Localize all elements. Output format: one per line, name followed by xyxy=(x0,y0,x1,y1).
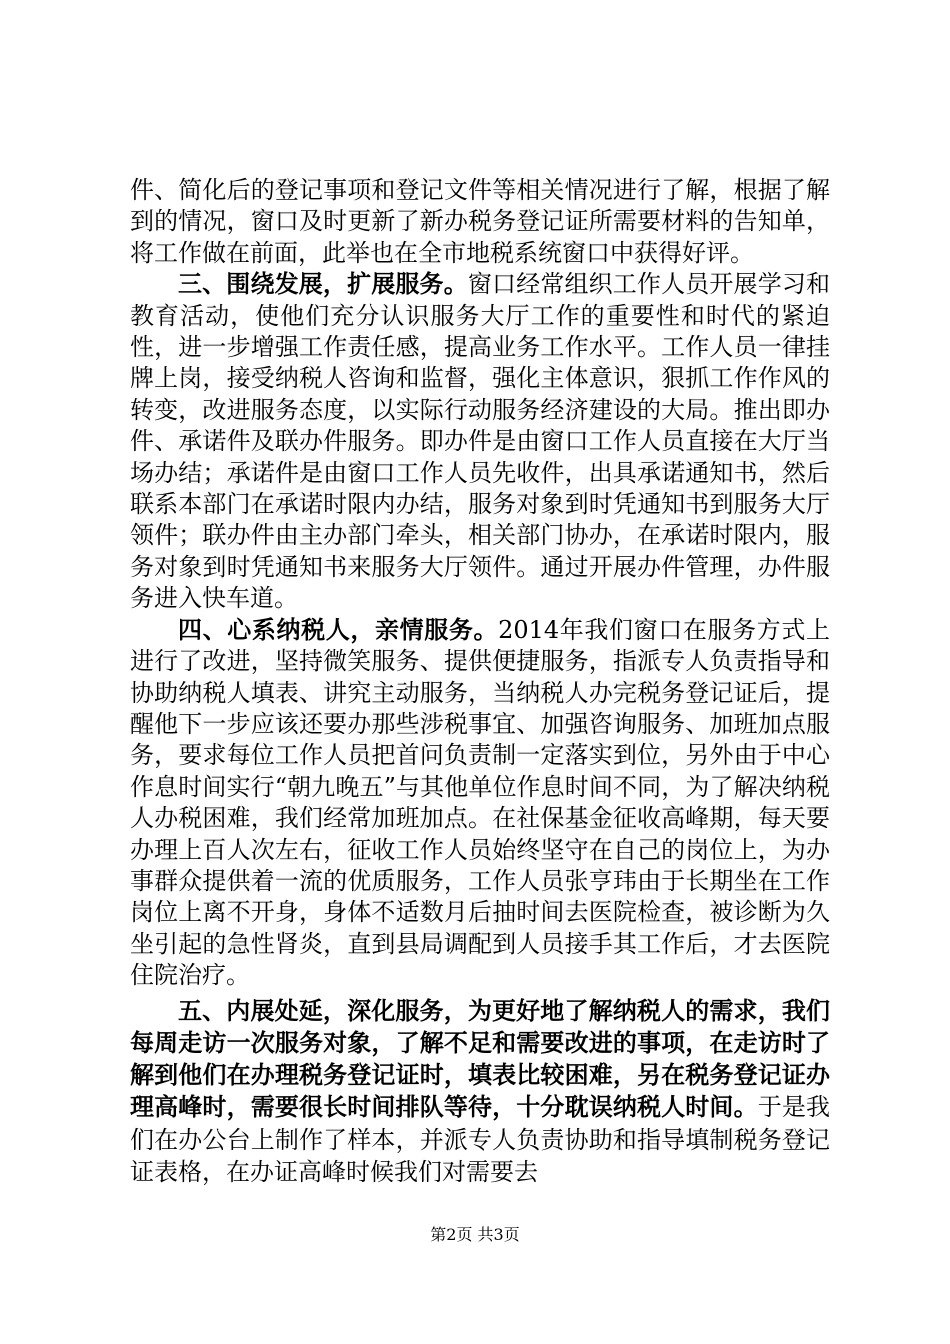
paragraph-2-text: 窗口经常组织工作人员开展学习和教育活动，使他们充分认识服务大厅工作的重要性和时代的紧迫性，进一步增强工作责任感，提高业务工作水平。工作人员一律挂牌上岗，接受纳税人咨询和监督，强化主体意识，狠抓工作作风的转变，改进服务态度，以实际行动服务经济建设的大局。推出即办件、承诺件及联办件服务。即办件是由窗口工作人员直接在大厅当场办结；承诺件是由窗口工作人员先收件，出具承诺通知书，然后联系本部门在承诺时限内办结，服务对象到时凭通知书到服务大厅领件；联办件由主办部门牵头，相关部门协办，在承诺时限内，服务对象到时凭通知书来服务大厅领件。通过开展办件管理，办件服务进入快车道。 xyxy=(130,270,831,613)
paragraph-4 xyxy=(130,995,830,1189)
section-3-heading: 三、围绕发展，扩展服务。 xyxy=(178,270,468,299)
paragraph-3-text: 2014年我们窗口在服务方式上进行了改进，坚持微笑服务、提供便捷服务，指派专人负责指导和协助纳税人填表、讲究主动服务，当纳税人办完税务登记证后，提醒他下一步应该还要办那些涉税事宜、加强咨询服务、加班加点服务，要求每位工作人员把首问负责制一定落实到位，另外由于中心作息时间实行“朝九晚五”与其他单位作息时间不同，为了解决纳税人办税困难，我们经常加班加点。在社保基金征收高峰期，每天要办理上百人次左右，征收工作人员始终坚守在自己的岗位上，为办事群众提供着一流的优质服务，工作人员张亨玮由于长期坐在工作岗位上离不开身，身体不适数月后抽时间去医院检查，被诊断为久坐引起的急性肾炎，直到县局调配到人员接手其工作后，才去医院住院治疗。 xyxy=(130,615,831,990)
section-4-heading: 四、心系纳税人，亲情服务。 xyxy=(178,615,499,644)
page-footer xyxy=(0,1222,950,1245)
page-number-label: 第2页 共3页 xyxy=(430,1225,520,1244)
section-5-bold-text: 五、内展处延，深化服务，为更好地了解纳税人的需求，我们每周走访一次服务对象，了解不足和需要改进的事项，在走访时了解到他们在办理税务登记证时，填表比较困难，另在税务登记证办理高峰时，需要很长时间排队等待，十分耽误纳税人时间。 xyxy=(130,996,830,1122)
document-body xyxy=(130,175,830,1188)
paragraph-1-text: 件、简化后的登记事项和登记文件等相关情况进行了解，根据了解到的情况，窗口及时更新了新办税务登记证所需要材料的告知单，将工作做在前面，此举也在全市地税系统窗口中获得好评。 xyxy=(130,176,830,267)
paragraph-3 xyxy=(130,615,830,992)
paragraph-2 xyxy=(130,269,830,614)
section-5-regular-text: 于是我们在办公台上制作了样本，并派专人负责协助和指导填制税务登记证表格，在办证高峰时候我们对需要去 xyxy=(130,1093,831,1187)
paragraph-1 xyxy=(130,175,830,269)
